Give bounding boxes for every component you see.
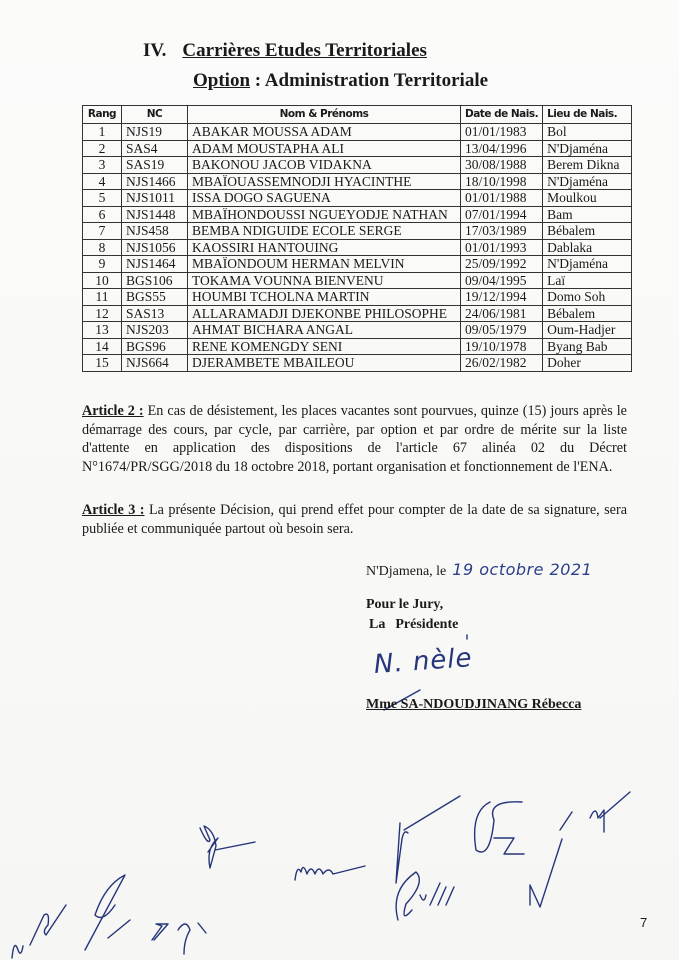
for-jury: Pour le Jury,: [366, 597, 444, 612]
cell-rang: 15: [83, 355, 122, 372]
header-nom: Nom & Prénoms: [188, 106, 461, 124]
cell-lieu: Bol: [543, 124, 632, 141]
cell-lieu: N'Djaména: [543, 173, 632, 190]
section-title: Carrières Etudes Territoriales: [182, 40, 427, 61]
cell-lieu: Domo Soh: [543, 289, 632, 306]
cell-nom: MBAÏHONDOUSSI NGUEYODJE NATHAN: [188, 206, 461, 223]
cell-nc: NJS203: [122, 322, 188, 339]
role: Présidente: [395, 617, 459, 632]
header-rang: Rang: [83, 106, 122, 124]
page-number: 7: [640, 915, 648, 930]
role-article: La: [369, 617, 386, 632]
article-3-text: La présente Décision, qui prend effet pour compter de la date de sa signature, sera publiée et communiquée partout où besoin sera.: [82, 502, 627, 537]
cell-lieu: Bam: [543, 206, 632, 223]
cell-lieu: Berem Dikna: [543, 157, 632, 174]
section-number: IV.: [143, 40, 167, 61]
cell-nc: BGS96: [122, 338, 188, 355]
cell-nom: MBAÏOUASSEMNODJI HYACINTHE: [188, 173, 461, 190]
cell-nc: NJS1011: [122, 190, 188, 207]
cell-nc: NJS1056: [122, 239, 188, 256]
cell-date: 19/12/1994: [461, 289, 543, 306]
option-label: Option: [193, 70, 251, 91]
article-2-label: Article 2 :: [82, 403, 144, 419]
header-lieu: Lieu de Nais.: [543, 106, 632, 124]
cell-nom: ADAM MOUSTAPHA ALI: [188, 140, 461, 157]
cell-lieu: Doher: [543, 355, 632, 372]
cell-nc: NJS1464: [122, 256, 188, 273]
cell-date: 01/01/1993: [461, 239, 543, 256]
cell-nom: DJERAMBETE MBAILEOU: [188, 355, 461, 372]
header-nc: NC: [122, 106, 188, 124]
cell-date: 26/02/1982: [461, 355, 543, 372]
cell-lieu: Bébalem: [543, 223, 632, 240]
header-date: Date de Nais.: [461, 106, 543, 124]
cell-nom: KAOSSIRI HANTOUING: [188, 239, 461, 256]
cell-rang: 7: [83, 223, 122, 240]
cell-date: 07/01/1994: [461, 206, 543, 223]
cell-rang: 12: [83, 305, 122, 322]
cell-rang: 2: [83, 140, 122, 157]
cell-rang: 5: [83, 190, 122, 207]
article-3-label: Article 3 :: [82, 502, 145, 518]
handwritten-date: 19 octobre 2021: [452, 560, 593, 579]
cell-nc: NJS1448: [122, 206, 188, 223]
cell-nc: BGS55: [122, 289, 188, 306]
cell-rang: 6: [83, 206, 122, 223]
cell-nom: TOKAMA VOUNNA BIENVENU: [188, 272, 461, 289]
cell-rang: 1: [83, 124, 122, 141]
cell-lieu: N'Djaména: [543, 256, 632, 273]
cell-nc: NJS1466: [122, 173, 188, 190]
cell-rang: 4: [83, 173, 122, 190]
cell-date: 19/10/1978: [461, 338, 543, 355]
cell-nc: NJS664: [122, 355, 188, 372]
cell-date: 09/05/1979: [461, 322, 543, 339]
place-text: N'Djamena, le: [366, 564, 447, 579]
cell-date: 17/03/1989: [461, 223, 543, 240]
cell-lieu: Byang Bab: [543, 338, 632, 355]
cell-nom: RENE KOMENGDY SENI: [188, 338, 461, 355]
cell-date: 18/10/1998: [461, 173, 543, 190]
cell-nom: ISSA DOGO SAGUENA: [188, 190, 461, 207]
cell-lieu: Bébalem: [543, 305, 632, 322]
cell-date: 25/09/1992: [461, 256, 543, 273]
cell-date: 24/06/1981: [461, 305, 543, 322]
cell-date: 01/01/1988: [461, 190, 543, 207]
cell-rang: 10: [83, 272, 122, 289]
cell-nom: BEMBA NDIGUIDE ECOLE SERGE: [188, 223, 461, 240]
cell-nc: NJS19: [122, 124, 188, 141]
cell-nom: MBAÏONDOUM HERMAN MELVIN: [188, 256, 461, 273]
cell-nc: NJS458: [122, 223, 188, 240]
cell-lieu: Moulkou: [543, 190, 632, 207]
signatory-name: Mme SA-NDOUDJINANG Rébecca: [366, 697, 582, 712]
cell-nom: AHMAT BICHARA ANGAL: [188, 322, 461, 339]
cell-nom: HOUMBI TCHOLNA MARTIN: [188, 289, 461, 306]
cell-nc: SAS4: [122, 140, 188, 157]
president-signature: N. nèle: [372, 643, 474, 680]
cell-rang: 14: [83, 338, 122, 355]
cell-rang: 11: [83, 289, 122, 306]
cell-nom: BAKONOU JACOB VIDAKNA: [188, 157, 461, 174]
cell-nc: SAS19: [122, 157, 188, 174]
cell-lieu: Dablaka: [543, 239, 632, 256]
cell-lieu: Oum-Hadjer: [543, 322, 632, 339]
cell-lieu: Laï: [543, 272, 632, 289]
cell-date: 09/04/1995: [461, 272, 543, 289]
cell-rang: 9: [83, 256, 122, 273]
option-value: : Administration Territoriale: [250, 70, 489, 91]
cell-date: 13/04/1996: [461, 140, 543, 157]
cell-date: 01/01/1983: [461, 124, 543, 141]
cell-nc: SAS13: [122, 305, 188, 322]
cell-nc: BGS106: [122, 272, 188, 289]
article-2-text: En cas de désistement, les places vacantes sont pourvues, quinze (15) jours après le démarrage des cours, par cycle, par carrière, par option et par ordre de mérite sur la liste d'attente en application des dispositions de l'article 67 alinéa 02 du Décret N°1674/PR/SGG/2018 du 18 octobre 2018, portant organisation et fonctionnement de l'ENA.: [82, 403, 627, 475]
cell-rang: 13: [83, 322, 122, 339]
cell-date: 30/08/1988: [461, 157, 543, 174]
jury-signatures: [12, 792, 630, 958]
cell-lieu: N'Djaména: [543, 140, 632, 157]
cell-nom: ALLARAMADJI DJEKONBE PHILOSOPHE: [188, 305, 461, 322]
cell-rang: 8: [83, 239, 122, 256]
cell-nom: ABAKAR MOUSSA ADAM: [188, 124, 461, 141]
cell-rang: 3: [83, 157, 122, 174]
